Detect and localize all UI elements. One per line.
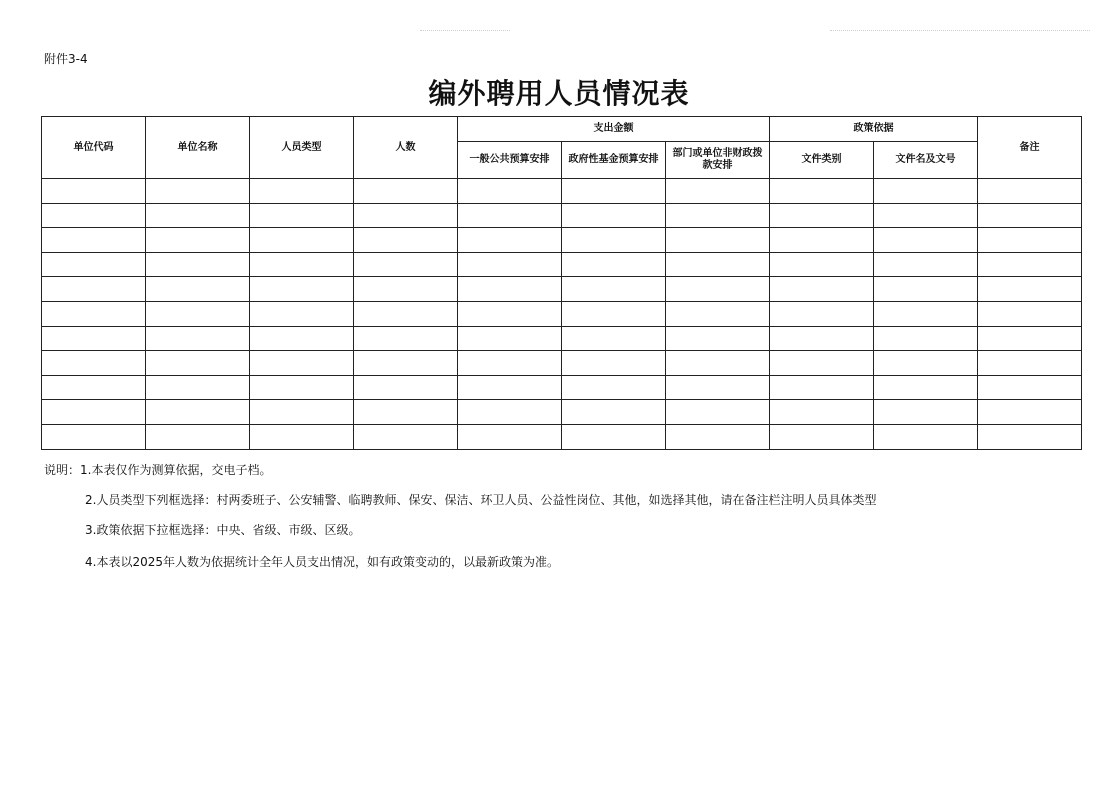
table-cell[interactable] — [354, 179, 458, 204]
table-cell[interactable] — [42, 326, 146, 351]
table-cell[interactable] — [250, 179, 354, 204]
table-cell[interactable] — [146, 351, 250, 376]
table-row — [42, 351, 1082, 376]
table-cell[interactable] — [354, 277, 458, 302]
table-cell[interactable] — [666, 203, 770, 228]
table-cell[interactable] — [770, 326, 874, 351]
table-cell[interactable] — [458, 277, 562, 302]
table-cell[interactable] — [562, 179, 666, 204]
table-cell[interactable] — [978, 252, 1082, 277]
table-cell[interactable] — [562, 203, 666, 228]
table-cell[interactable] — [42, 375, 146, 400]
table-cell[interactable] — [666, 424, 770, 449]
table-row — [42, 301, 1082, 326]
table-cell[interactable] — [978, 179, 1082, 204]
table-cell[interactable] — [458, 351, 562, 376]
table-cell[interactable] — [978, 400, 1082, 425]
table-cell[interactable] — [250, 375, 354, 400]
table-cell[interactable] — [146, 424, 250, 449]
table-cell[interactable] — [354, 252, 458, 277]
scan-noise — [830, 30, 1090, 32]
table-cell[interactable] — [666, 179, 770, 204]
note-item: 1.本表仅作为测算依据，交电子档。 — [80, 463, 272, 477]
table-cell[interactable] — [978, 375, 1082, 400]
header-staff-type: 人员类型 — [250, 117, 354, 179]
table-cell[interactable] — [458, 375, 562, 400]
table-cell[interactable] — [562, 400, 666, 425]
table-cell[interactable] — [146, 179, 250, 204]
table-cell[interactable] — [42, 351, 146, 376]
table-cell[interactable] — [562, 301, 666, 326]
table-cell[interactable] — [770, 301, 874, 326]
table-cell[interactable] — [458, 203, 562, 228]
table-row — [42, 400, 1082, 425]
notes-line-1 — [44, 462, 271, 478]
table-cell[interactable] — [354, 375, 458, 400]
header-document-name: 文件名及文号 — [874, 142, 978, 179]
table-cell[interactable] — [146, 301, 250, 326]
notes-prefix: 说明： — [44, 463, 81, 477]
table-cell[interactable] — [250, 277, 354, 302]
table-cell[interactable] — [458, 424, 562, 449]
table-cell[interactable] — [42, 424, 146, 449]
table-cell[interactable] — [42, 252, 146, 277]
table-cell[interactable] — [562, 351, 666, 376]
table-cell[interactable] — [562, 252, 666, 277]
header-remarks: 备注 — [978, 117, 1082, 179]
table-row — [42, 203, 1082, 228]
table-cell[interactable] — [146, 252, 250, 277]
scan-noise — [420, 30, 510, 32]
table-cell[interactable] — [874, 179, 978, 204]
table-cell[interactable] — [978, 424, 1082, 449]
table-cell[interactable] — [354, 351, 458, 376]
staff-table — [41, 116, 1082, 450]
table-cell[interactable] — [666, 301, 770, 326]
note-item: 2.人员类型下列框选择：村两委班子、公安辅警、临聘教师、保安、保洁、环卫人员、公益性岗位、其他，如选择其他，请在备注栏注明人员具体类型 — [85, 493, 877, 507]
table-cell[interactable] — [250, 424, 354, 449]
table-cell[interactable] — [42, 301, 146, 326]
table-cell[interactable] — [874, 424, 978, 449]
table-cell[interactable] — [458, 400, 562, 425]
header-unit-code: 单位代码 — [42, 117, 146, 179]
table-cell[interactable] — [250, 351, 354, 376]
table-cell[interactable] — [250, 400, 354, 425]
table-cell[interactable] — [666, 277, 770, 302]
table-row — [42, 326, 1082, 351]
table-cell[interactable] — [666, 351, 770, 376]
table-cell[interactable] — [978, 301, 1082, 326]
table-cell[interactable] — [666, 400, 770, 425]
table-cell[interactable] — [562, 326, 666, 351]
table-cell[interactable] — [770, 252, 874, 277]
table-cell[interactable] — [874, 252, 978, 277]
note-item: 3.政策依据下拉框选择：中央、省级、市级、区级。 — [85, 523, 361, 537]
table-cell[interactable] — [666, 326, 770, 351]
table-cell[interactable] — [874, 277, 978, 302]
table-cell[interactable] — [978, 203, 1082, 228]
table-cell[interactable] — [978, 228, 1082, 253]
table-row — [42, 179, 1082, 204]
note-item: 4.本表以2025年人数为依据统计全年人员支出情况，如有政策变动的，以最新政策为准。 — [85, 555, 559, 569]
table-cell[interactable] — [874, 326, 978, 351]
table-cell[interactable] — [146, 400, 250, 425]
table-cell[interactable] — [874, 203, 978, 228]
table-cell[interactable] — [770, 203, 874, 228]
table-cell[interactable] — [250, 252, 354, 277]
table-cell[interactable] — [458, 301, 562, 326]
table-cell[interactable] — [354, 400, 458, 425]
table-cell[interactable] — [42, 228, 146, 253]
table-cell[interactable] — [354, 326, 458, 351]
table-cell[interactable] — [250, 326, 354, 351]
table-cell[interactable] — [146, 375, 250, 400]
table-cell[interactable] — [354, 228, 458, 253]
table-cell[interactable] — [458, 326, 562, 351]
table-cell[interactable] — [770, 277, 874, 302]
table-cell[interactable] — [146, 203, 250, 228]
table-cell[interactable] — [354, 301, 458, 326]
table-cell[interactable] — [770, 400, 874, 425]
table-body — [42, 179, 1082, 450]
header-fund-budget: 政府性基金预算安排 — [562, 142, 666, 179]
table-cell[interactable] — [770, 179, 874, 204]
table-cell[interactable] — [770, 424, 874, 449]
table-row — [42, 252, 1082, 277]
table-cell[interactable] — [874, 400, 978, 425]
table-cell[interactable] — [42, 179, 146, 204]
table-cell[interactable] — [42, 203, 146, 228]
table-cell[interactable] — [978, 326, 1082, 351]
table-cell[interactable] — [874, 375, 978, 400]
table-cell[interactable] — [458, 179, 562, 204]
table-cell[interactable] — [354, 203, 458, 228]
header-expenditure: 支出金额 — [458, 117, 770, 142]
table-cell[interactable] — [562, 424, 666, 449]
table-cell[interactable] — [42, 277, 146, 302]
table-cell[interactable] — [666, 228, 770, 253]
header-unit-name: 单位名称 — [146, 117, 250, 179]
table-cell[interactable] — [770, 351, 874, 376]
table-cell[interactable] — [250, 301, 354, 326]
table-cell[interactable] — [562, 228, 666, 253]
table-cell[interactable] — [146, 277, 250, 302]
table-row — [42, 228, 1082, 253]
table-cell[interactable] — [146, 326, 250, 351]
header-general-budget: 一般公共预算安排 — [458, 142, 562, 179]
table-cell[interactable] — [874, 351, 978, 376]
header-non-fiscal: 部门或单位非财政拨款安排 — [666, 142, 770, 179]
table-cell[interactable] — [250, 228, 354, 253]
header-headcount: 人数 — [354, 117, 458, 179]
table-cell[interactable] — [562, 375, 666, 400]
table-cell[interactable] — [250, 203, 354, 228]
table-row — [42, 424, 1082, 449]
table-cell[interactable] — [666, 252, 770, 277]
table-cell[interactable] — [874, 228, 978, 253]
table-cell[interactable] — [770, 228, 874, 253]
table-cell[interactable] — [770, 375, 874, 400]
table-cell[interactable] — [666, 375, 770, 400]
table-cell[interactable] — [458, 252, 562, 277]
table-row — [42, 277, 1082, 302]
table-row — [42, 375, 1082, 400]
table-cell[interactable] — [978, 277, 1082, 302]
table-cell[interactable] — [146, 228, 250, 253]
table-cell[interactable] — [458, 228, 562, 253]
page-title: 编外聘用人员情况表 — [428, 77, 690, 110]
table-cell[interactable] — [42, 400, 146, 425]
table-cell[interactable] — [354, 424, 458, 449]
table-cell[interactable] — [978, 351, 1082, 376]
table-cell[interactable] — [562, 277, 666, 302]
header-document-category: 文件类别 — [770, 142, 874, 179]
table-cell[interactable] — [874, 301, 978, 326]
header-policy: 政策依据 — [770, 117, 978, 142]
attachment-label: 附件3-4 — [44, 52, 88, 66]
